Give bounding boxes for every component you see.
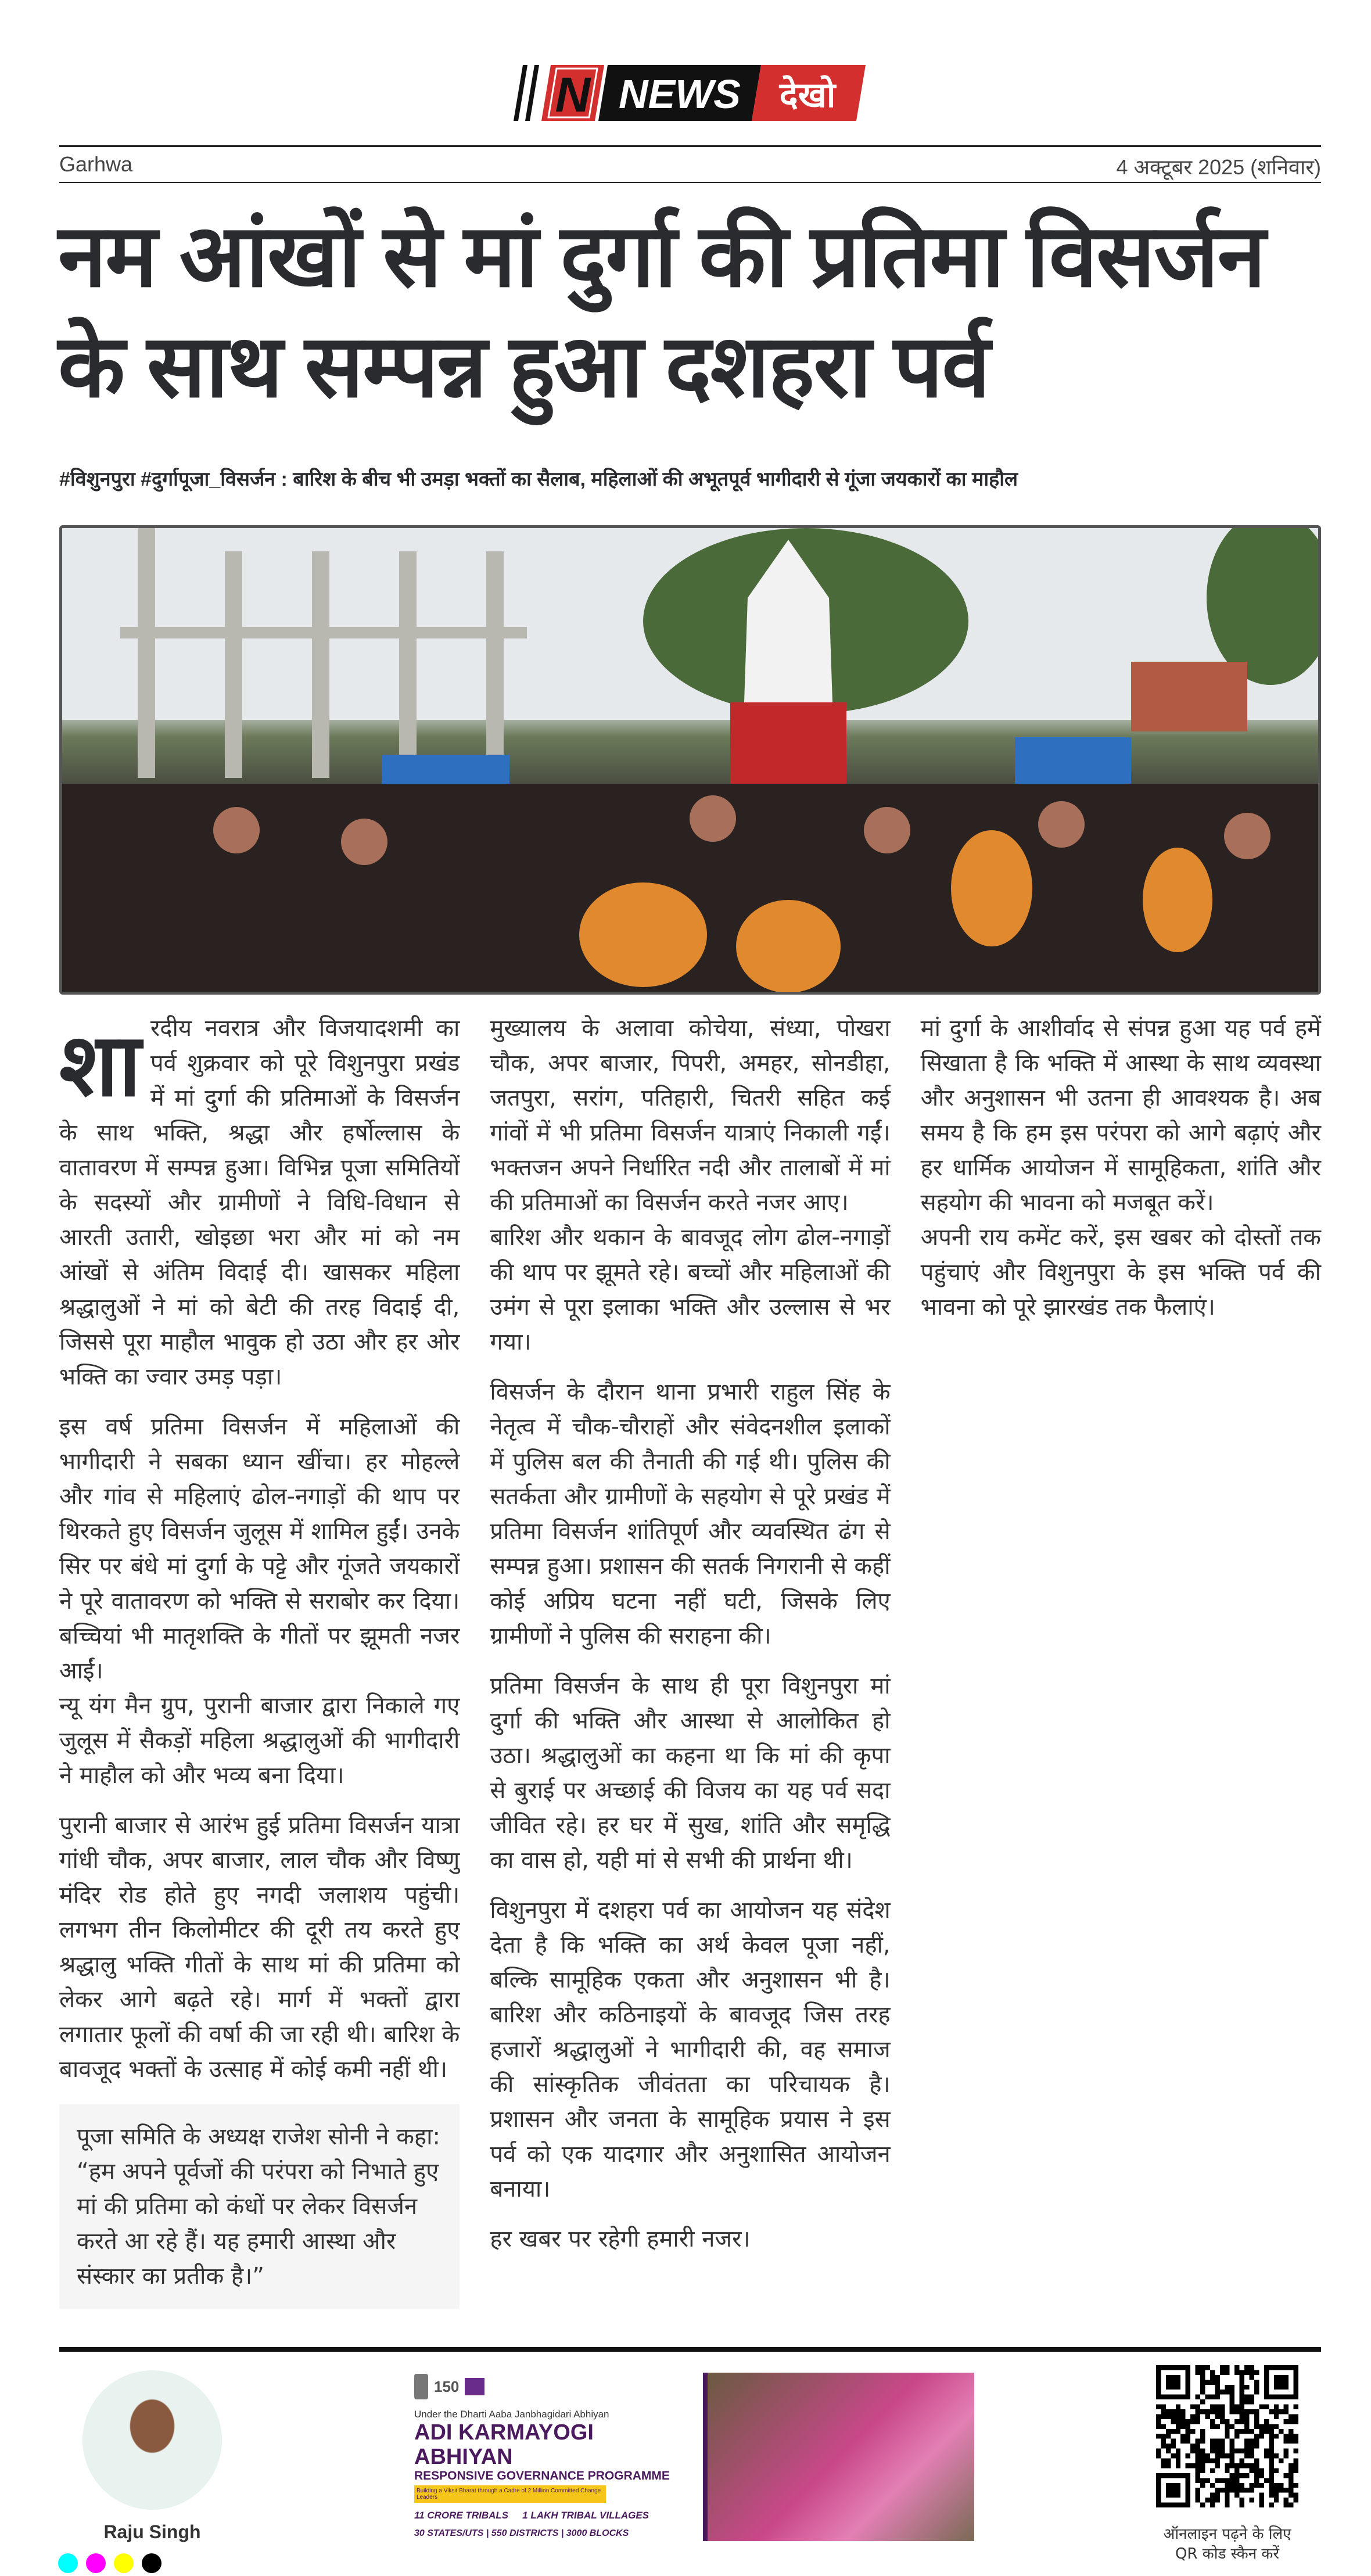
reporter-avatar: [82, 2370, 222, 2510]
cyan-dot: [58, 2553, 78, 2573]
ad-govt-logos: [414, 2370, 695, 2403]
paragraph: बारिश और थकान के बावजूद लोग ढोल-नगाड़ों की थाप पर झूमते रहे। बच्चों और महिलाओं की उमंग से पूरा इलाका भक्ति और उल्लास से भर गया।: [490, 1224, 891, 1355]
ad-badge: 150: [434, 2377, 460, 2395]
ad-kicker: Under the Dharti Aaba Janbhagidari Abhiyan: [414, 2409, 609, 2420]
logo-letter: N: [555, 67, 591, 121]
paragraph: रदीय नवरात्र और विजयादशमी का पर्व शुक्रवार को पूरे विशुनपुरा प्रखंड में मां दुर्गा की प्रतिमाओं के विसर्जन के साथ भक्ति, श्रद्धा और हर्षोल्लास के वातावरण में सम्पन्न हुआ। विभिन्न पूजा समितियों के सदस्यों और ग्रामीणों ने विधि-विधान से आरती उतारी, खोइछा भरा और मां को नम आंखों से अंतिम विदाई दी। खासकर महिला श्रद्धालुओं ने मां को बेटी की तरह विदाई दी, जिससे पूरा माहौल भावुक हो उठा और हर ओर भक्ति का ज्वार उमड़ पड़ा।: [59, 1015, 460, 1390]
ad-stat-tribals: 11 CRORE TRIBALS: [414, 2510, 509, 2521]
drop-cap: शा: [59, 1016, 141, 1114]
advertisement-banner[interactable]: [410, 2367, 974, 2543]
ad-tagline: Building a Viksit Bharat through a Cadre of 2 Million Committed Change Leaders: [414, 2485, 606, 2503]
article-body: [59, 1011, 1321, 2330]
ad-photo: [703, 2373, 974, 2541]
news-dekho-logo[interactable]: [505, 65, 866, 121]
headline: नम आंखों से मां दुर्गा की प्रतिमा विसर्जन के साथ सम्पन्न हुआ दशहरा पर्व: [58, 207, 1265, 415]
yellow-dot: [114, 2553, 134, 2573]
paragraph: प्रतिमा विसर्जन के साथ ही पूरा विशुनपुरा मां दुर्गा की भक्ति और आस्था से आलोकित हो उठा। श्रद्धालुओं का कहना था कि मां की कृपा से बुराई पर अच्छाई की विजय का यह पर्व सदा जीवित रहे। हर घर में सुख, शांति और समृद्धि का वास हो, यही मां से सभी की प्रार्थना थी।: [490, 1673, 891, 1874]
header-rule: [59, 182, 1321, 183]
footer-rule: [59, 2347, 1321, 2352]
karmayogi-logo-icon: [465, 2378, 484, 2395]
paragraph: अपनी राय कमेंट करें, इस खबर को दोस्तों तक पहुंचाएं और विशुनपुरा के इस भक्ति पर्व की भावना को पूरे झारखंड तक फैलाएं।: [920, 1224, 1321, 1321]
paragraph: मां दुर्गा के आशीर्वाद से संपन्न हुआ यह पर्व हमें सिखाता है कि भक्ति में आस्था के साथ व्यवस्था और अनुशासन भी उतना ही आवश्यक है। अब समय है कि हम इस परंपरा को आगे बढ़ाएं और हर धार्मिक आयोजन में सामूहिकता, शांति और सहयोग की भावना को मजबूत करें।: [920, 1015, 1321, 1216]
paragraph: हर खबर पर रहेगी हमारी नजर।: [490, 2226, 751, 2252]
ad-title: ADI KARMAYOGI ABHIYAN: [414, 2420, 594, 2469]
qr-caption-line-1: ऑनलाइन पढ़ने के लिए: [1163, 2525, 1291, 2543]
paragraph: मुख्यालय के अलावा कोचेया, संध्या, पोखरा चौक, अपर बाजार, पिपरी, अमहर, सोनडीहा, जतपुरा, सरांग, पतिहारी, चितरी सहित कई गांवों में भी प्रतिमा विसर्जन यात्राएं निकाली गईं। भक्तजन अपने निर्धारित नदी और तालाबों में मां की प्रतिमाओं का विसर्जन करते नजर आए।: [490, 1015, 891, 1216]
paragraph: इस वर्ष प्रतिमा विसर्जन में महिलाओं की भागीदारी ने सबका ध्यान खींचा। हर मोहल्ले और गांव से महिलाएं ढोल-नगाड़ों की थाप पर थिरकते हुए विसर्जन जुलूस में शामिल हुईं। उनके सिर पर बंधे मां दुर्गा के पट्टे और गूंजते जयकारों ने पूरे वातावरण को भक्ति से सराबोर कर दिया। बच्चियां भी मातृशक्ति के गीतों पर झूमती नजर आईं।: [59, 1413, 460, 1684]
qr-caption: [1133, 2524, 1322, 2564]
emblem-icon: [414, 2374, 428, 2399]
reporter-name: Raju Singh: [103, 2521, 201, 2542]
date: 4 अक्टूबर 2025 (शनिवार): [1116, 155, 1321, 179]
paragraph: न्यू यंग मैन ग्रुप, पुरानी बाजार द्वारा निकाले गए जुलूस में सैकड़ों महिला श्रद्धालुओं की भागीदारी ने माहौल को और भव्य बना दिया।: [59, 1692, 460, 1789]
qr-caption-line-2: QR कोड स्कैन करें: [1175, 2545, 1280, 2563]
ad-subtitle: RESPONSIVE GOVERNANCE PROGRAMME: [414, 2469, 670, 2482]
article-photo: [59, 525, 1321, 995]
paragraph: विशुनपुरा में दशहरा पर्व का आयोजन यह संदेश देता है कि भक्ति का अर्थ केवल पूजा नहीं, बल्कि सामूहिक एकता और अनुशासन भी है। बारिश और कठिनाइयों के बावजूद जिस तरह हजारों श्रद्धालुओं ने भागीदारी की, वह समाज की सांस्कृतिक जीवंतता का परिचायक है। प्रशासन और जनता के सामूहिक प्रयास ने इस पर्व को एक यादगार और अनुशासित आयोजन बनाया।: [490, 1897, 891, 2202]
subheadline: #विशुनपुरा #दुर्गापूजा_विसर्जन : बारिश के बीच भी उमड़ा भक्तों का सैलाब, महिलाओं की अभूतपूर्व भागीदारी से गूंजा जयकारों का माहौल: [59, 468, 1018, 490]
paragraph: पुरानी बाजार से आरंभ हुई प्रतिमा विसर्जन यात्रा गांधी चौक, अपर बाजार, लाल चौक और विष्णु मंदिर रोड होते हुए नगदी जलाशय पहुंची। लगभग तीन किलोमीटर की दूरी तय करते हुए श्रद्धालु भक्ति गीतों के साथ मां की प्रतिमा को लेकर आगे बढ़ते रहे। मार्ग में भक्तों द्वारा लगातार फूलों की वर्षा की जा रही थी। बारिश के बावजूद भक्तों के उत्साह में कोई कमी नहीं थी।: [59, 1812, 460, 2083]
logo-dekho: देखो: [779, 75, 836, 116]
qr-code[interactable]: [1156, 2365, 1298, 2507]
location: Garhwa: [59, 152, 133, 176]
paragraph: विसर्जन के दौरान थाना प्रभारी राहुल सिंह के नेतृत्व में चौक-चौराहों और संवेदनशील इलाकों में पुलिस बल की तैनाती की गई थी। पुलिस की सतर्कता और ग्रामीणों के सहयोग से पूरे प्रखंड में प्रतिमा विसर्जन शांतिपूर्ण और व्यवस्थित ढंग से सम्पन्न हुआ। प्रशासन की सतर्क निगरानी से कहीं कोई अप्रिय घटना नहीं घटी, जिसके लिए ग्रामीणों ने पुलिस की सराहना की।: [490, 1379, 891, 1649]
pull-quote: पूजा समिति के अध्यक्ष राजेश सोनी ने कहा: “हम अपने पूर्वजों की परंपरा को निभाते हुए मां की प्रतिमा को कंधों पर लेकर विसर्जन करते आ रहे हैं। यह हमारी आस्था और संस्कार का प्रतीक है।”: [59, 2104, 460, 2309]
cmyk-registration-marks: [58, 2553, 161, 2573]
black-dot: [142, 2553, 161, 2573]
logo-news: NEWS: [619, 71, 741, 117]
top-rule: [59, 145, 1321, 147]
ad-stat-coverage: 30 STATES/UTS | 550 DISTRICTS | 3000 BLOCKS: [414, 2528, 629, 2538]
ad-stat-villages: 1 LAKH TRIBAL VILLAGES: [522, 2510, 649, 2521]
magenta-dot: [86, 2553, 106, 2573]
